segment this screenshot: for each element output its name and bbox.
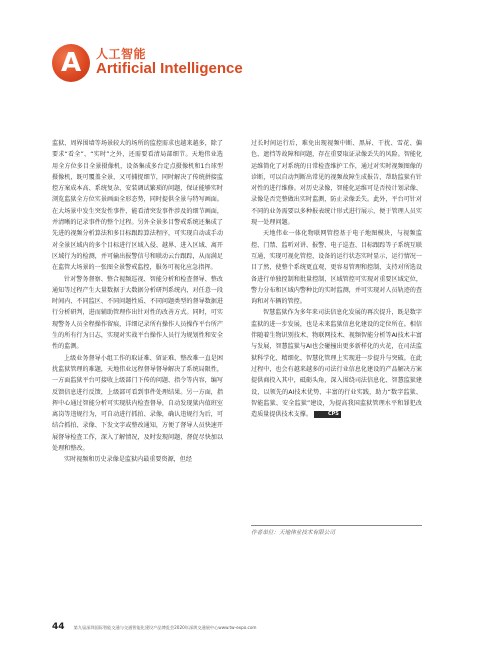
footer-text: 第九届深圳国际智能交通与交通智能化建设产品博览会2020年深圳交通展中心www.tw-expo.com (73, 625, 257, 630)
section-logo-icon (52, 44, 90, 82)
right-column (251, 138, 422, 420)
section-title-cn: 人工智能 (96, 47, 147, 61)
page-footer (52, 614, 257, 633)
left-column (52, 138, 223, 466)
logo-letter: A (60, 48, 82, 78)
end-tag: CPS (314, 411, 341, 418)
paragraph: 监狱、周界围墙等场景较大的场所的监控需求也越来越多，除了要求“看全”、“实时”之外，还需要看清局部细节。天地伟业选用全方位多目全景摄像机，设备集成多台定点摄像机和1台球型摄像机，既可覆盖全景，又可捕捉细节，同时解决了传统拼接监控方案成本高、系统复杂、安装调试繁琐的问题，保证能够实时浏览监狱全方位实景画面全形态势，同时提供全景与特写画面。在大场景中发生突发性事件，能看清突发事件涉及的细节画面，并清晰的记录事件的整个过程。另外全景多目警戒系统还集成了先进的视频分析算法和多目标跟踪算法程序，可实现自动或手动对全景区域内的多个目标进行区域入侵、越界、进入区域、离开区域行为的检测，并可输出报警信号和联动云台跟踪，从而满足在监管大场景的一张图全景警戒监控，服务可视化应急指挥。 (52, 140, 223, 272)
paragraph: 实时视频和历史录像是监狱内最重要资源，但经 (64, 456, 192, 464)
author-affiliation: 作者单位：天地伟业技术有限公司 (251, 530, 335, 536)
paragraph: 上级业务督导小组工作的取证难、留证难、整改难一直是困扰监狱管理的难题，天地伟业远程督导督导解决了系统局限性，一方面监狱平台可接收上级部门下传的问题、指令等内容，编写反馈信息进行反馈，上级部可看到事件处理结果。另一方面，指挥中心通过智能分析可实现肤内检查督导，自动发现狱内值班室离岗等违规行为，可自动进行抓拍、录像，确认违规行为后，可结合抓拍、录像、下发文字或整改通知，方便了督导人员快速开展督导检查工作，深入了解情况，及时发现问题，督促尽快加以处理和整改。 (52, 354, 223, 453)
section-header (52, 44, 312, 84)
author-divider (251, 525, 422, 526)
page-number: 44 (52, 622, 65, 632)
paragraph-text: 智慧监狱作为多年来司法信息化发展的再次提升，既是数字监狱的进一步发展，也是未来监狱信息化建设的定位所在。相信伴随着生物识别技术、物联网技术、视频智能分析等AI技术丰富与发展，智慧监狱与AI也会碰撞出更多新样化的火花，在司法监狱科学化、精细化、智慧化管理上实现进一步提升与突破。在此过程中，也会有越来越多的司法行业信息化建设的产品解决方案提供商投入其中，砥砺头角，深入围绕司法信息化、智慧监狱建设，以领先的AI技术优势、丰富的行业实践，助力“数字监狱、智能监狱、安全监狱”建设，为提高我国监狱管理水平和罪犯改造质量提供技术支撑。 (251, 309, 422, 419)
paragraph: 针对警务督察、整合视频巡视、智能分析和检查督导、整改通知等过程产生大量数据于大数据分析研判系统内，对任意一段时间内、不同监区、不同问题性质、不同问题类型的督导数据进行分析研判，进而辅助管理作出针对性的改善方式。同时，可实现警务人员全程操作留痕，详细记录所有操作人员操作平台所产生的所有行为日志，实现对实战平台操作人员行为规划性和安全性的监测。 (52, 275, 223, 351)
section-title-en: Artificial Intelligence (96, 60, 243, 77)
paragraph: 天地伟业一体化物联网管控基于电子地图模块，与视频监控、门禁、监听对讲、报警、电子巡查、目标跟踪等子系统互联互通，实现可视化管控，设备的运行状态实时显示，运行情况一目了然，使整个系统更直观，更容易管理和控制，支持对所选设备进行单独控制和批量控制，区域管控可实现对重要区域定位，警力分布和区域内警种比的实时监测，并可实现对人员轨迹的查询和对车辆的管控。 (251, 230, 422, 306)
paragraph: 过长时间运行后，难免出现视频中断、黑屏、干扰、雪花、偏色、遮挡等故障和问题，存在重要取证录像丢失的风险。智能化运维简化了对系统的日常检查维护工作，通过对实时视频图像的诊断，可以自动判断出常见的视频故障生成报告，帮助监狱有针对性的进行维修。对历史录像，智能化运维可是否按计划录像、录像是否完整做出实时监测，防止录像丢失。此外，平台可针对不同的业务需要以多种报表统计形式进行展示，便于管理人员实现一处理问题。 (251, 140, 422, 227)
paragraph-last (251, 307, 422, 420)
